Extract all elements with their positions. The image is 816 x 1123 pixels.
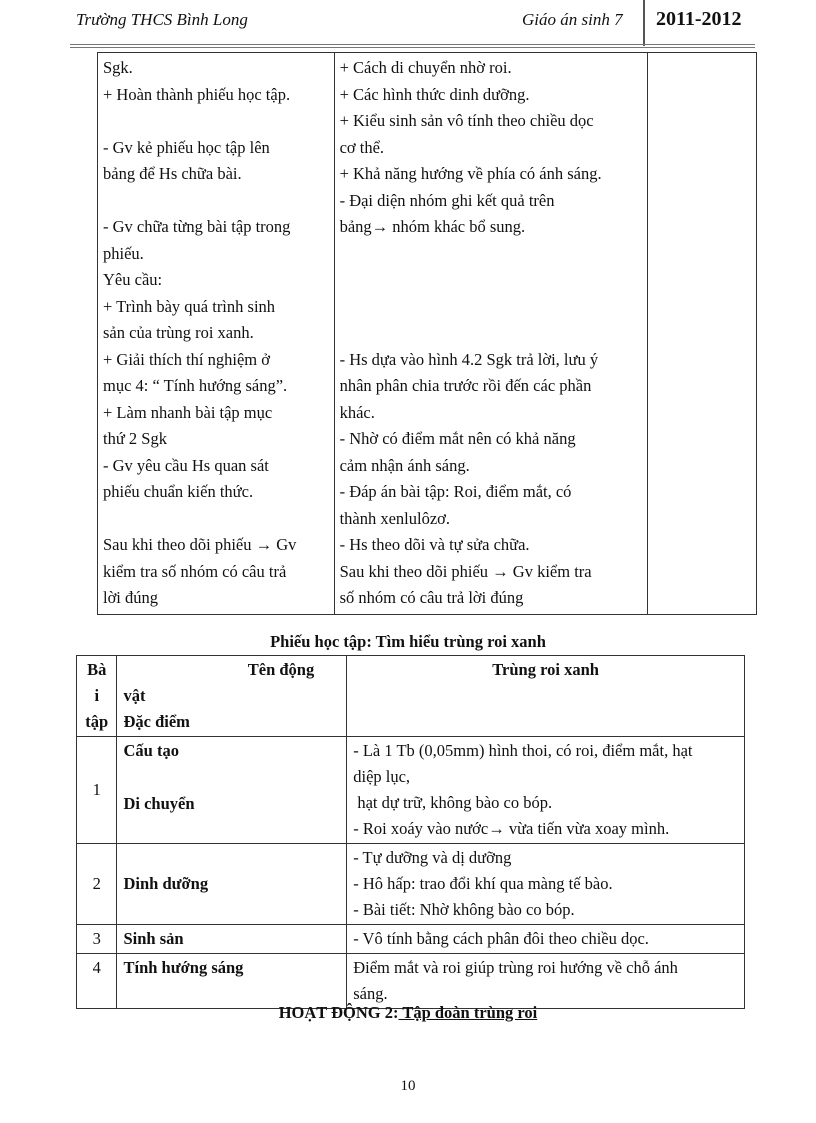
teacher-activity-cell [98, 53, 335, 615]
spacer [340, 267, 643, 294]
text-line: - Gv yêu cầu Hs quan sát [103, 455, 269, 475]
organism-header: Trùng roi xanh [347, 656, 745, 737]
text-line: + Khả năng hướng về phía có ánh sáng. [339, 164, 602, 183]
text-line: + Cách di chuyển nhờ roi. [339, 58, 512, 77]
student-activity-cell [334, 53, 648, 615]
activity-title: Tập đoàn trùng roi [398, 1003, 538, 1022]
feature-cell: Tính hướng sáng [117, 954, 347, 1009]
row-number: 2 [77, 844, 117, 925]
text-line: mục 4: “ Tính hướng sáng”. [103, 376, 288, 395]
text-line: - Gv kẻ phiếu học tập lên [103, 137, 270, 157]
text-line: Sgk. [103, 58, 133, 77]
header-line: vật [123, 686, 146, 705]
worksheet-row [77, 925, 745, 954]
description-line: Điểm mắt và roi giúp trùng roi hướng về chỗ ánh [353, 958, 678, 977]
text-line: + Làm nhanh bài tập mục [103, 402, 273, 422]
notes-cell [648, 53, 757, 615]
worksheet-table [76, 655, 745, 1009]
text-line: khác. [339, 402, 375, 422]
activity-row [98, 53, 757, 615]
text-line: phiếu chuẩn kiến thức. [103, 482, 254, 501]
description-line: diệp lục, [353, 767, 411, 786]
row-number: 4 [77, 954, 117, 1009]
description-line: - Là 1 Tb (0,05mm) hình thoi, có roi, điểm mắt, hạt [353, 741, 693, 760]
feature-cell: Dinh dưỡng [117, 844, 347, 925]
header-rule [70, 47, 755, 48]
text-line: thứ 2 Sgk [103, 429, 167, 448]
text-line: bảng→ nhóm khác bổ sung. [339, 217, 526, 236]
text-line: - Hs dựa vào hình 4.2 Sgk trả lời, lưu ý [339, 349, 599, 369]
text-line: + Các hình thức dinh dưỡng. [339, 84, 530, 104]
worksheet-header-row [77, 656, 745, 737]
text-line: Sau khi theo dõi phiếu → Gv kiểm tra [339, 561, 592, 581]
header-line: tập [85, 712, 109, 731]
feature-line: Di chuyển [123, 793, 195, 813]
text-line: - Gv chữa từng bài tập trong [103, 217, 291, 236]
spacer [103, 188, 329, 215]
feature-header [117, 656, 347, 737]
header-divider [643, 0, 645, 46]
description-line: hạt dự trữ, không bào co bóp. [353, 793, 553, 812]
header-line: Tên động [247, 660, 315, 679]
activity-label: HOẠT ĐỘNG 2: [278, 1003, 399, 1022]
description-line: - Hô hấp: trao đổi khí qua màng tế bào. [353, 874, 613, 893]
page-header [70, 0, 755, 46]
description-cell [347, 954, 745, 1009]
description-line: - Roi xoáy vào nước→ vừa tiến vừa xoay mình. [353, 819, 670, 838]
text-line: - Nhờ có điểm mắt nên có khả năng [339, 429, 576, 448]
text-line: + Kiểu sinh sản vô tính theo chiều dọc [339, 111, 594, 130]
feature-cell [117, 737, 347, 844]
spacer [340, 294, 643, 321]
text-line: + Giải thích thí nghiệm ở [103, 349, 270, 369]
spacer [340, 320, 643, 347]
description-line: sáng. [353, 984, 388, 1003]
text-line: phiếu. [103, 243, 144, 263]
exercise-header [77, 656, 117, 737]
row-number: 3 [77, 925, 117, 954]
header-line: Bà [87, 660, 107, 679]
page-number: 10 [400, 1078, 416, 1094]
row-number: 1 [77, 737, 117, 844]
text-line: + Trình bày quá trình sinh [103, 296, 276, 316]
school-name: Trường THCS Bình Long [76, 10, 248, 29]
header-line: Đặc điểm [123, 712, 190, 731]
spacer [103, 108, 329, 135]
description-cell [347, 737, 745, 844]
description-cell [347, 844, 745, 925]
spacer [123, 764, 340, 791]
worksheet-caption: Phiếu học tập: Tìm hiểu trùng roi xanh [270, 632, 546, 651]
text-line: cơ thể. [339, 137, 385, 157]
text-line: - Hs theo dõi và tự sửa chữa. [339, 535, 530, 554]
feature-cell: Sinh sản [117, 925, 347, 954]
description-cell: - Vô tính bằng cách phân đôi theo chiều dọc. [347, 925, 745, 954]
text-line: cảm nhận ánh sáng. [339, 455, 470, 475]
text-line: nhân phân chia trước rồi đến các phần [339, 376, 592, 395]
feature-line: Cấu tạo [123, 741, 179, 760]
text-line: - Đại diện nhóm ghi kết quả trên [339, 190, 555, 210]
text-line: kiểm tra số nhóm có câu trả [103, 561, 287, 581]
worksheet-row [77, 844, 745, 925]
header-rule [70, 44, 755, 45]
text-line: Sau khi theo dõi phiếu → Gv [103, 535, 297, 554]
school-year: 2011-2012 [656, 8, 742, 30]
text-line: - Đáp án bài tập: Roi, điểm mắt, có [339, 482, 572, 501]
worksheet-row [77, 954, 745, 1009]
activity-heading [0, 1003, 816, 1023]
description-line: - Bài tiết: Nhờ không bào co bóp. [353, 900, 575, 919]
description-line: - Tự dưỡng và dị dưỡng [353, 848, 512, 867]
spacer [103, 506, 329, 533]
subject-title: Giáo án sinh 7 [522, 10, 623, 29]
text-line: sản của trùng roi xanh. [103, 323, 254, 342]
worksheet-row [77, 737, 745, 844]
header-line: i [94, 686, 100, 705]
text-line: số nhóm có câu trả lời đúng [339, 588, 524, 607]
text-line: lời đúng [103, 588, 159, 607]
text-line: thành xenlulôzơ. [339, 508, 451, 528]
spacer [340, 241, 643, 268]
text-line: bảng để Hs chữa bài. [103, 164, 242, 183]
text-line: Yêu cầu: [103, 270, 163, 289]
text-line: + Hoàn thành phiếu học tập. [103, 84, 291, 104]
activity-table [97, 52, 757, 615]
